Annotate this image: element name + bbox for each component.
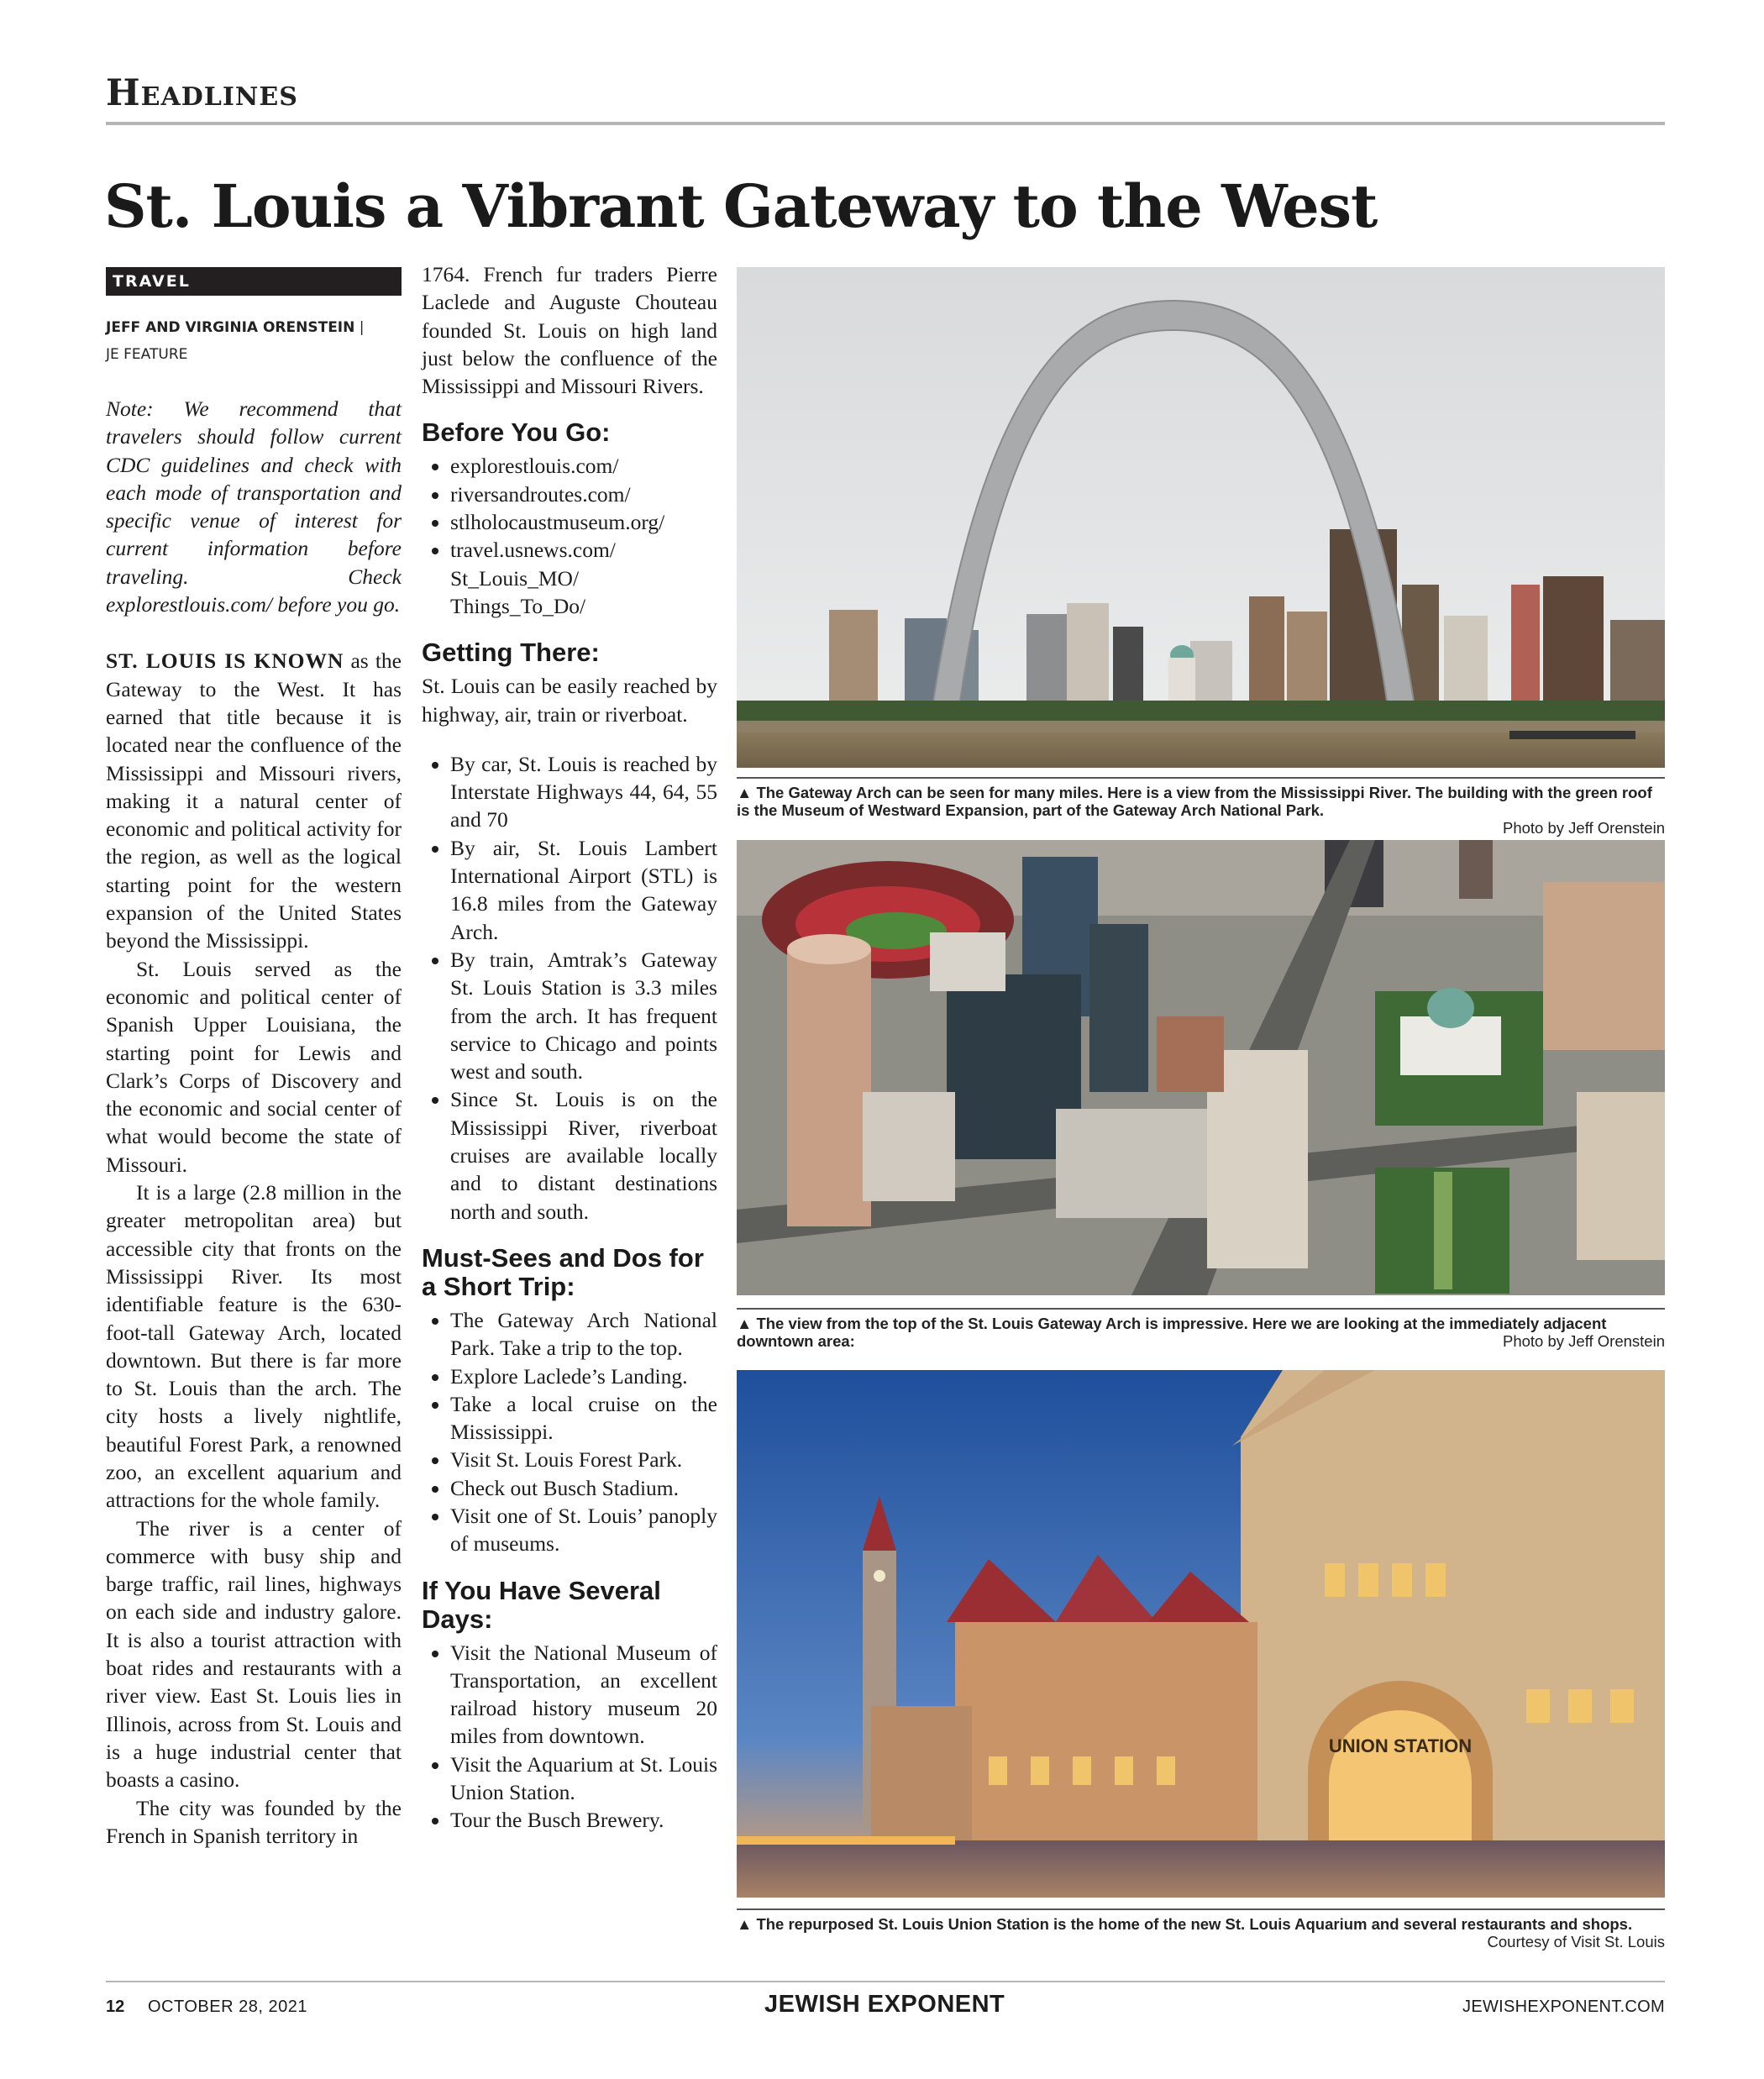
list-item — [450, 452, 717, 480]
getting-there-heading: Getting There: — [422, 638, 600, 668]
must-sees-heading: Must-Sees and Dos for a Short Trip: — [422, 1242, 704, 1301]
list-item — [450, 480, 717, 508]
link-explorestlouis[interactable]: explorestlouis.com/ — [450, 454, 619, 479]
caption-text: ▲ The Gateway Arch can be seen for many miles. Here is a view from the Mississippi River. The building with the green roof is the Museum of Westward Expansion, part of the Gateway Arch National Park. — [737, 784, 1652, 819]
body-paragraph-1 — [106, 647, 402, 954]
station-sign: UNION STATION — [1328, 1735, 1473, 1756]
link-usnews[interactable]: travel.usnews.com/ St_Louis_MO/ Things_To_Do/ — [450, 538, 616, 618]
editor-note: Note: We recommend that travelers should follow current CDC guidelines and check with each mode of transportation and specific venue of interest for current information before traveling. Check explorestlouis.com/ before you go. — [106, 396, 402, 617]
byline-separator: | — [354, 319, 365, 336]
article-column-1 — [106, 267, 402, 1850]
before-you-go-list — [422, 452, 717, 620]
caption-text: ▲ The repurposed St. Louis Union Station is the home of the new St. Louis Aquarium and several restaurants and shops. — [737, 1915, 1633, 1933]
union-station-caption — [737, 1908, 1665, 1950]
list-item: • Visit the National Museum of Transportation, an excellent railroad history museum 20 miles from downtown. — [450, 1639, 717, 1751]
footer-rule — [106, 1981, 1665, 1982]
lead-in: ST. LOUIS IS KNOWN — [106, 648, 344, 674]
link-riversandroutes[interactable]: riversandroutes.com/ — [450, 481, 631, 507]
gateway-arch-caption — [737, 777, 1665, 837]
list-item — [450, 508, 717, 536]
caption-text: ▲ The view from the top of the St. Louis Gateway Arch is impressive. Here we are looking at the immediately adjacent downtown area: — [737, 1315, 1607, 1350]
photo-credit: Courtesy of Visit St. Louis — [1487, 1933, 1665, 1950]
list-item: • Visit St. Louis Forest Park. — [450, 1446, 717, 1473]
body-paragraph-1-text: as the Gateway to the West. It has earned that title because it is located near the confluence of the Mississippi and Missouri rivers, making it a natural center of economic and political activity for the region, as well as the logical starting point for the western expansion of the United States beyond the Mississippi. — [106, 648, 402, 953]
section-label: Headlines — [106, 72, 298, 114]
list-item: • Tour the Busch Brewery. — [450, 1806, 717, 1834]
byline-feature: JE FEATURE — [106, 346, 188, 363]
byline — [106, 314, 402, 368]
page-number: 12 — [106, 1998, 125, 2016]
headline: St. Louis a Vibrant Gateway to the West — [104, 171, 1378, 241]
link-stlholocaustmuseum[interactable]: stlholocaustmuseum.org/ — [450, 510, 665, 535]
getting-there-list — [422, 750, 717, 1226]
list-item: • By train, Amtrak’s Gateway St. Louis Station is 3.3 miles from the arch. It has frequent service to Chicago and points west and south. — [450, 946, 717, 1085]
list-item: • Take a local cruise on the Mississippi. — [450, 1390, 717, 1446]
list-item: • By car, St. Louis is reached by Interstate Highways 44, 64, 55 and 70 — [450, 750, 717, 834]
list-item: • Visit the Aquarium at St. Louis Union Station. — [450, 1751, 717, 1807]
list-item: • Explore Laclede’s Landing. — [450, 1362, 717, 1390]
byline-authors: JEFF AND VIRGINIA ORENSTEIN — [106, 319, 355, 336]
header-rule — [106, 122, 1665, 125]
list-item: • The Gateway Arch National Park. Take a trip to the top. — [450, 1306, 717, 1362]
list-item: • Check out Busch Stadium. — [450, 1474, 717, 1502]
category-tag: TRAVEL — [106, 267, 402, 296]
body-paragraph-2: St. Louis served as the economic and political center of Spanish Upper Louisiana, the starting point for Lewis and Clark’s Corps of Discovery and the economic and social center of what would become the state of Missouri. — [106, 956, 402, 1177]
several-days-list — [422, 1639, 717, 1835]
article-column-2 — [422, 260, 717, 1835]
body-paragraph-4: The river is a center of commerce with busy ship and barge traffic, rail lines, highways on each side and industry galore. It is also a tourist attraction with boat rides and restaurants with a river view. East St. Louis lies in Illinois, across from St. Louis and is a huge industrial center that boasts a casino. — [106, 1515, 402, 1793]
downtown-caption — [737, 1308, 1665, 1350]
before-you-go-heading: Before You Go: — [422, 417, 611, 448]
publication-name: JEWISH EXPONENT — [764, 1991, 1005, 2018]
list-item: • By air, St. Louis Lambert International Airport (STL) is 16.8 miles from the Gateway Arch. — [450, 834, 717, 946]
several-days-heading: If You Have Several Days: — [422, 1575, 661, 1634]
list-item: • Since St. Louis is on the Mississippi River, riverboat cruises are available locally and to distant destinations north and south. — [450, 1085, 717, 1225]
must-sees-list — [422, 1306, 717, 1558]
photo-credit: Photo by Jeff Orenstein — [1503, 819, 1665, 837]
issue-date: OCTOBER 28, 2021 — [148, 1998, 307, 2016]
website-url[interactable]: JEWISHEXPONENT.COM — [1462, 1998, 1665, 2016]
list-item — [450, 536, 717, 620]
list-item: • Visit one of St. Louis’ panoply of museums. — [450, 1502, 717, 1558]
downtown-aerial-photo — [737, 840, 1665, 1295]
union-station-photo — [737, 1370, 1665, 1898]
body-paragraph-5: The city was founded by the French in Spanish territory in — [106, 1795, 402, 1848]
gateway-arch-photo — [737, 267, 1665, 768]
body-paragraph-3: It is a large (2.8 million in the greater metropolitan area) but accessible city that fronts on the Mississippi River. Its most identifiable feature is the 630-foot-tall Gateway Arch, located downtown. But there is far more to St. Louis than the arch. The city hosts a lively nightlife, beautiful Forest Park, a renowned zoo, an excellent aquarium and attractions for the whole family. — [106, 1180, 402, 1513]
getting-there-intro: St. Louis can be easily reached by highway, air, train or riverboat. — [422, 674, 717, 727]
body-paragraph-5-continued: 1764. French fur traders Pierre Laclede and Auguste Chouteau founded St. Louis on high land just below the confluence of the Mississippi and Missouri Rivers. — [422, 262, 717, 399]
photo-credit: Photo by Jeff Orenstein — [1503, 1332, 1665, 1350]
